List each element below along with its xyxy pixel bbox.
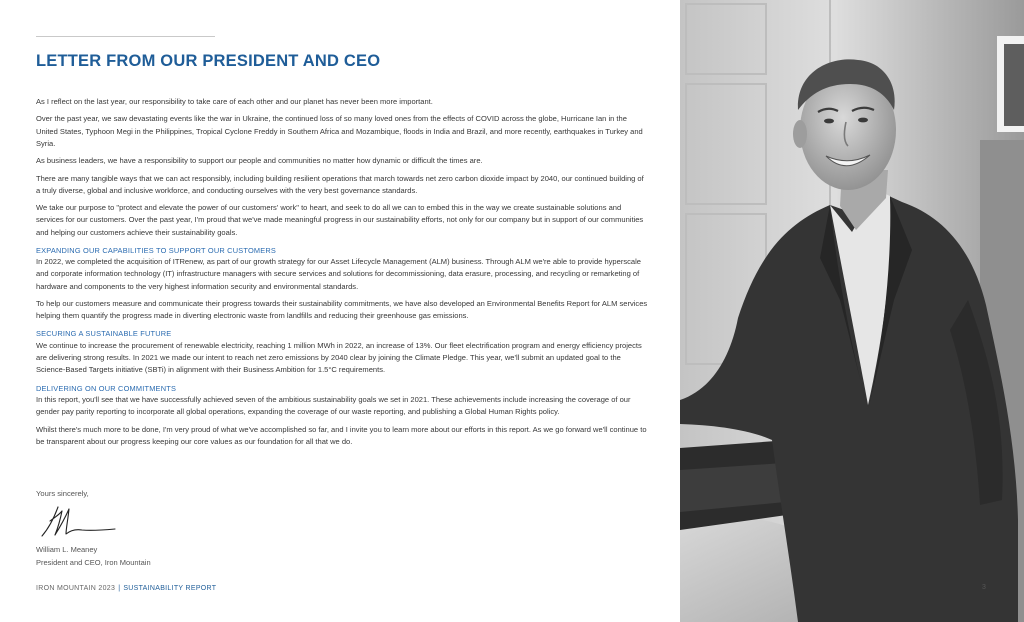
portrait-illustration: [680, 0, 1024, 622]
letter-body: [36, 96, 650, 453]
paragraph-itrenew: In 2022, we completed the acquisition of ITRenew, as part of our growth strategy for our Asset Lifecycle Management (ALM) business. Through ALM we're able to provide hyperscale and corporate information technology (IT) infrastructure managers with secure services and solutions for decommissioning, data erasure, processing, and recycling or remarketing of hardware and components to the very highest information security and environmental standards.: [36, 257, 641, 291]
paragraph-responsibility: As business leaders, we have a responsibility to support our people and communities no matter how dynamic or difficult the times are.: [36, 156, 483, 166]
page-number: 3: [982, 584, 986, 591]
footer-brand: IRON MOUNTAIN 2023: [36, 585, 116, 592]
footer-report-title: SUSTAINABILITY REPORT: [123, 585, 217, 592]
section-heading-commitments: DELIVERING ON OUR COMMITMENTS: [36, 383, 177, 393]
paragraph-going-forward: Whilst there's much more to be done, I'm very proud of what we've accomplished so far, and I invite you to learn more about our efforts in this report. As we go forward we'll continue to be transparent about our progress keeping our core values as our foundation for all that we do.: [36, 424, 647, 446]
page-title: LETTER FROM OUR PRESIDENT AND CEO: [36, 52, 381, 70]
page-footer: [36, 585, 216, 592]
paragraph-goals-achieved: In this report, you'll see that we have successfully achieved seven of the ambitious sustainability goals we set in 2021. These achievements include increasing the coverage of our gender pay parity reporting to incorporate all global operations, expanding the coverage of our waste reporting, and publishing a Global Human Rights policy.: [36, 395, 631, 417]
signature-image: [38, 503, 118, 539]
signer-name: William L. Meaney: [36, 545, 98, 554]
paragraph-renewable: We continue to increase the procurement of renewable electricity, reaching 1 million MWh in 2022, an increase of 13%. Our fleet electrification program and energy efficiency projects are delivering strong results. In 2021 we made our intent to reach net zero emissions by 2040 clear by joining the Climate Pledge. This year, we'll submit an updated goal to the Science-Based Targets initiative (SBTi) in alignment with their Business Ambition for 1.5°C requirements.: [36, 340, 642, 375]
paragraph-reflection: As I reflect on the last year, our responsibility to take care of each other and our planet has never been more important.: [36, 97, 433, 106]
closing-text: Yours sincerely,: [36, 489, 89, 498]
section-heading-capabilities: EXPANDING OUR CAPABILITIES TO SUPPORT OUR CUSTOMERS: [36, 245, 277, 255]
ceo-portrait-photo: [680, 0, 1024, 622]
top-rule: [36, 36, 215, 37]
footer-separator: |: [118, 585, 121, 592]
section-heading-sustainable-future: SECURING A SUSTAINABLE FUTURE: [36, 329, 172, 339]
paragraph-events: Over the past year, we saw devastating events like the war in Ukraine, the continued loss of so many loved ones from the effects of COVID across the globe, Hurricane Ian in the United States, Typhoon Megi in the Philippines, Tropical Cyclone Freddy in Southern Africa and Mozambique, floods in India and Brazil, and more recently, earthquakes in Turkey and Syria.: [36, 114, 643, 148]
paragraph-purpose: We take our purpose to "protect and elevate the power of our customers' work" to heart, and seek to do all we can to embed this in the way we create sustainable solutions and services for our customers. Over the past year, I'm proud that we've made meaningful progress in our sustainability efforts, not only for our company but in support of our communities and helping our customers achieve their sustainability goals.: [36, 203, 644, 237]
signer-role: President and CEO, Iron Mountain: [36, 558, 151, 567]
paragraph-benefits-report: To help our customers measure and communicate their progress towards their sustainability commitments, we have also developed an Environmental Benefits Report for ALM services helping them quantify the progress made in diverting electronic waste from landfills and reducing their greenhouse gas emissions.: [36, 299, 648, 321]
paragraph-tangible-ways: There are many tangible ways that we can act responsibly, including building resilient operations that march towards net zero carbon dioxide impact by 2040, our continued building of a truly diverse, global and inclusive workforce, and conducting ourselves with the very best governance standards.: [36, 173, 644, 195]
